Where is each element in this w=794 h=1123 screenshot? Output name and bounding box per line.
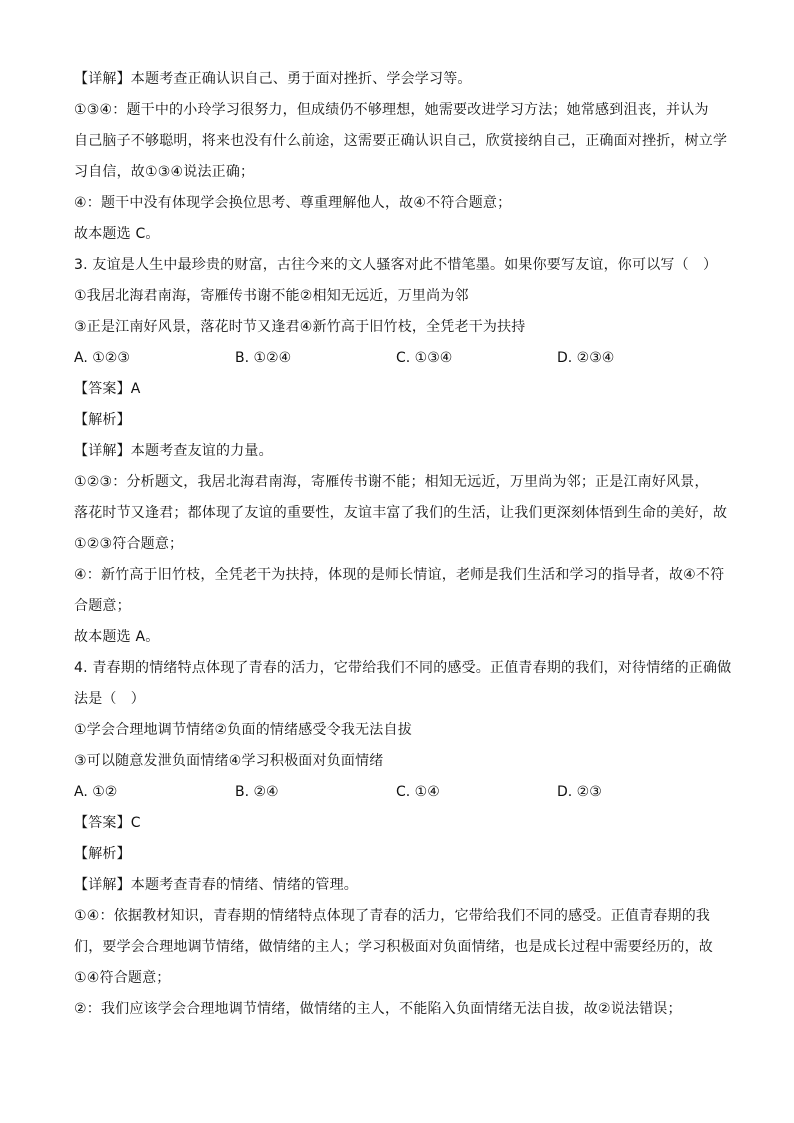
text-line: 们，要学会合理地调节情绪，做情绪的主人；学习积极面对负面情绪，也是成长过程中需要经历的，故 [74,939,713,955]
option-b: B. ①②④ [235,350,292,366]
question-4-item: ③可以随意发泄负面情绪④学习积极面对负面情绪 [74,753,384,769]
question-4-stem: 法是（ ） [74,691,145,707]
text-line: 【详解】本题考查青春的情绪、情绪的管理。 [74,877,358,893]
text-line: 故本题选 A。 [74,629,160,645]
text-line: ①④符合题意； [74,970,171,986]
text-line: ①③④：题干中的小玲学习很努力，但成绩仍不够理想，她需要改进学习方法；她常感到沮丧，并认为 [74,102,709,118]
option-a: A. ①② [74,784,118,800]
option-c: C. ①③④ [396,350,453,366]
question-4-options [74,777,724,808]
text-line: 落花时节又逢君；都体现了友谊的重要性，友谊丰富了我们的生活，让我们更深刻体悟到生命的美好，故 [74,505,728,521]
option-d: D. ②③④ [557,350,615,366]
text-line: 【详解】本题考查正确认识自己、勇于面对挫折、学会学习等。 [74,71,472,87]
text-line: 合题意； [74,598,131,614]
question-3-item: ③正是江南好风景，落花时节又逢君④新竹高于旧竹枝，全凭老干为扶持 [74,319,526,335]
option-a: A. ①②③ [74,350,130,366]
analysis-label: 【解析】 [74,412,131,428]
answer-label: 【答案】A [74,381,141,397]
analysis-label: 【解析】 [74,846,131,862]
question-3-stem: 3. 友谊是人生中最珍贵的财富，古往今来的文人骚客对此不惜笔墨。如果你要写友谊，你可以写（ ） [74,257,718,273]
text-line: ④：新竹高于旧竹枝，全凭老干为扶持，体现的是师长情谊，老师是我们生活和学习的指导者，故④不符 [74,567,725,583]
text-line: 故本题选 C。 [74,226,160,242]
text-line: 【详解】本题考查友谊的力量。 [74,443,273,459]
document-page [74,64,732,1025]
option-c: C. ①④ [396,784,440,800]
answer-label: 【答案】C [74,815,141,831]
question-4-stem: 4. 青春期的情绪特点体现了青春的活力，它带给我们不同的感受。正值青春期的我们，对待情绪的正确做 [74,660,732,676]
option-b: B. ②④ [235,784,279,800]
text-line: ①②③：分析题文，我居北海君南海，寄雁传书谢不能；相知无远近，万里尚为邻；正是江南好风景， [74,474,709,490]
question-3-options [74,343,724,374]
option-d: D. ②③ [557,784,602,800]
question-4-item: ①学会合理地调节情绪②负面的情绪感受令我无法自拔 [74,722,412,738]
text-line: ④：题干中没有体现学会换位思考、尊重理解他人，故④不符合题意； [74,195,512,211]
text-line: ①②③符合题意； [74,536,184,552]
text-line: 自己脑子不够聪明，将来也没有什么前途，这需要正确认识自己，欣赏接纳自己，正确面对挫折，树立学 [74,133,728,149]
text-line: ①④：依据教材知识，青春期的情绪特点体现了青春的活力，它带给我们不同的感受。正值青春期的我 [74,908,711,924]
text-line: ②：我们应该学会合理地调节情绪，做情绪的主人，不能陷入负面情绪无法自拔，故②说法错误； [74,1001,682,1017]
question-3-item: ①我居北海君南海，寄雁传书谢不能②相知无远近，万里尚为邻 [74,288,469,304]
text-line: 习自信，故①③④说法正确； [74,164,255,180]
